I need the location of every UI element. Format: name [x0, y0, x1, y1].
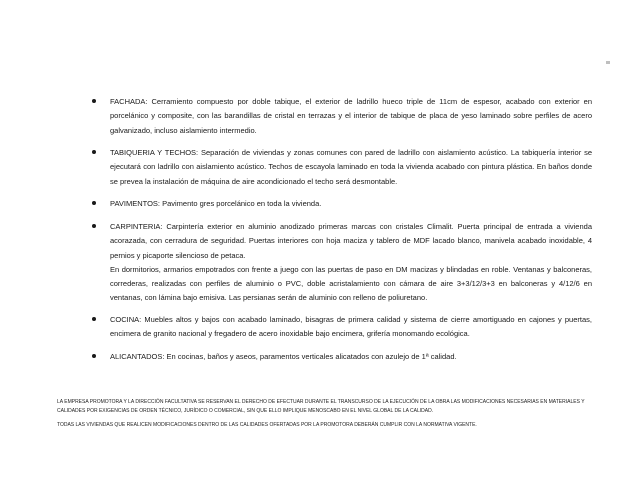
spec-item-pavimentos [92, 197, 321, 211]
page-corner-mark [606, 61, 610, 64]
spec-item-fachada [92, 95, 592, 138]
spec-text-continued: En dormitorios, armarios empotrados con frente a juego con las puertas de paso en DM macizas y blindadas en roble. Ventanas y balconeras, correderas, realizadas con perfiles de aluminio o PVC, doble acristalamiento con cámara de aire 3+3/12/3+3 en balconeras y 4/12/6 en ventanas, con lámina bajo emisiva. Las persianas serán de aluminio con relleno de poliuretano. [110, 264, 592, 303]
spec-item-tabiqueria [92, 146, 592, 189]
spec-text: ALICANTADOS: En cocinas, baños y aseos, paramentos verticales alicatados con azulejo de 1ª calidad. [110, 352, 457, 361]
spec-text: FACHADA: Cerramiento compuesto por doble tabique, el exterior de ladrillo hueco triple de 11cm de espesor, acabado con exterior en porcelánico y composite, con las barandillas de cristal en terrazas y el interior de tabique de placa de yeso laminado sobre perfiles de acero galvanizado, incluso aislamiento intermedio. [110, 97, 592, 135]
spec-item-cocina [92, 313, 592, 342]
footer-disclaimer [57, 398, 587, 430]
bullet-icon [92, 150, 96, 154]
regulation-note: TODAS LAS VIVIENDAS QUE REALICEN MODIFICACIONES DENTRO DE LAS CALIDADES OFERTADAS POR LA PROMOTORA DEBERÁN CUMPLIR CON LA NORMATIVA VIGENTE. [57, 422, 477, 428]
spec-text: TABIQUERIA Y TECHOS: Separación de viviendas y zonas comunes con pared de ladrillo con aislamiento acústico. La tabiquería interior se ejecutará con ladrillo con aislamiento acústico. Techos de escayola laminado en toda la vivienda acabado con pintura plástica. En baños donde se prevea la instalación de máquina de aire acondicionado el techo será desmontable. [110, 148, 592, 186]
spec-text: PAVIMENTOS: Pavimento gres porcelánico en toda la vivienda. [110, 199, 322, 208]
spec-item-carpinteria [92, 220, 592, 306]
bullet-icon [92, 224, 96, 228]
spec-item-alicantados [92, 350, 457, 364]
bullet-icon [92, 99, 96, 103]
bullet-icon [92, 201, 96, 205]
bullet-icon [92, 354, 96, 358]
bullet-icon [92, 317, 96, 321]
disclaimer-note: LA EMPRESA PROMOTORA Y LA DIRECCIÓN FACULTATIVA SE RESERVAN EL DERECHO DE EFECTUAR DURANTE EL TRANSCURSO DE LA EJECUCIÓN DE LA OBRA LAS MODIFICACIONES NECESARIAS EN MATERIALES Y CALIDADES POR EXIGENCIAS DE ORDEN TÉCNICO, JURÍDICO O COMERCIAL, SIN QUE ELLO IMPLIQUE MENOSCABO EN EL NIVEL GLOBAL DE LA CALIDAD. [57, 399, 585, 414]
spec-text: COCINA: Muebles altos y bajos con acabado laminado, bisagras de primera calidad y sistema de cierre amortiguado en cajones y puertas, encimera de granito nacional y fregadero de acero inoxidable bajo encimera, grifería monomando ecológica. [110, 315, 592, 339]
spec-text: CARPINTERIA: Carpintería exterior en aluminio anodizado primeras marcas con cristales Climalit. Puerta principal de entrada a vivienda acorazada, con cerradura de seguridad. Puertas interiores con hoja maciza y tablero de MDF lacado blanco, manivela acabado inoxidable, 4 pernios y picaporte silencioso de petaca. [110, 222, 592, 260]
